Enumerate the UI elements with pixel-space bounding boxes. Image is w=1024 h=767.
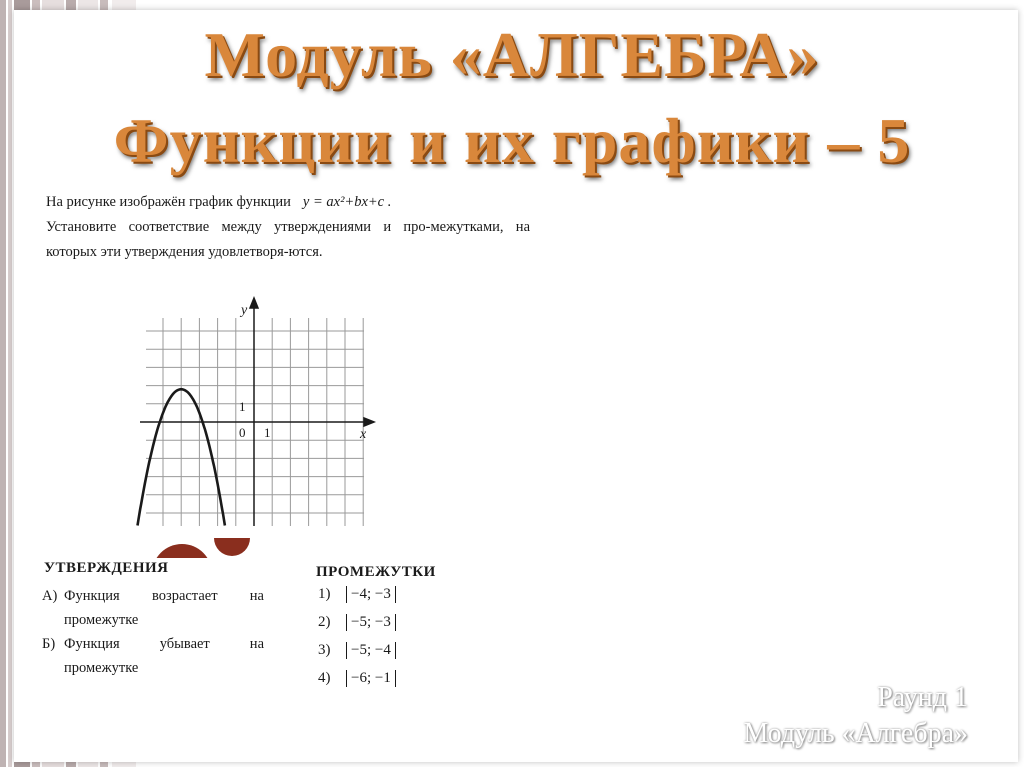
interval-num: 1): [318, 586, 331, 602]
intervals-heading: ПРОМЕЖУТКИ: [316, 564, 436, 580]
interval-value: −6; −1: [346, 670, 396, 687]
y-axis-label: y: [241, 303, 248, 318]
statement-a: [42, 584, 272, 632]
interval-num: 4): [318, 670, 331, 686]
task-formula: y = ax²+bx+c .: [302, 194, 392, 210]
graph-axes: [140, 298, 374, 526]
footer-round: Раунд 1: [877, 682, 968, 713]
origin-label: 0: [239, 425, 246, 440]
task-intro: На рисунке изображён график функции: [46, 194, 291, 210]
slide-title: Модуль «АЛГЕБРА»: [204, 19, 820, 90]
parabola-graph: [42, 186, 530, 532]
interval-num: 3): [318, 642, 331, 658]
statement-b: [42, 632, 272, 680]
y-tick-label: 1: [239, 399, 246, 414]
x-axis-arrow: [364, 418, 374, 426]
interval-item: [318, 614, 396, 631]
interval-item: [318, 642, 396, 659]
statement-b-key: Б): [42, 636, 56, 652]
interval-value: −5; −3: [346, 614, 396, 631]
task-card: [42, 186, 530, 532]
interval-item: [318, 586, 396, 603]
y-axis-arrow: [250, 298, 258, 308]
statements-heading: УТВЕРЖДЕНИЯ: [44, 560, 169, 576]
x-tick-label: 1: [264, 425, 271, 440]
statement-a-key: А): [42, 588, 58, 604]
slide-subtitle: Функции и их графики – 5: [113, 105, 911, 176]
answers-card: [42, 558, 472, 686]
interval-value: −5; −4: [346, 642, 396, 659]
interval-item: [318, 670, 396, 687]
statement-b-text: Функция убывает на промежутке: [64, 636, 264, 676]
interval-num: 2): [318, 614, 331, 630]
x-axis-label: x: [360, 427, 367, 442]
task-instruction: Установите соответствие между утверждениями и про-межутками, на которых эти утверждения удовлетворя-ются.: [46, 219, 530, 260]
interval-value: −4; −3: [346, 586, 396, 603]
footer-module: Модуль «Алгебра»: [743, 718, 968, 749]
statement-a-text: Функция возрастает на промежутке: [64, 588, 264, 628]
